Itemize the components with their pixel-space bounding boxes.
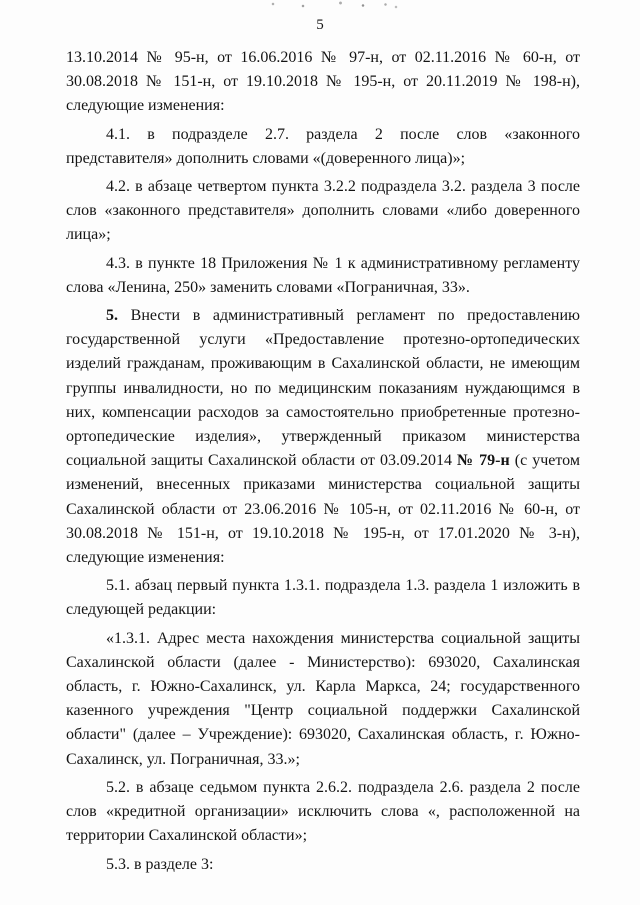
paragraph-quote-1-3-1: «1.3.1. Адрес места нахождения министерства социальной защиты Сахалинской области (далее - Министерство): 693020, Сахалинская область, г. Южно-Сахалинск, ул. Карла Маркса, 24; государственного казенного учреждения "Центр социальной поддержки Сахалинской области" (далее – Учреждение): 693020, Сахалинская область, г. Южно-Сахалинск, ул. Пограничная, 33.»; — [66, 629, 580, 768]
paragraph-continuation: 13.10.2014 № 95-н, от 16.06.2016 № 97-н, от 02.11.2016 № 60-н, от 30.08.2018 № 151-н, от 19.10.2018 № 195-н, от 20.11.2019 № 198-н), следующие изменения: — [66, 49, 580, 115]
paragraph-item-4-1: 4.1. в подразделе 2.7. раздела 2 после слов «законного представителя» дополнить словами «(доверенного лица)»; — [66, 125, 580, 167]
paragraph-item-5-1: 5.1. абзац первый пункта 1.3.1. подраздела 1.3. раздела 1 изложить в следующей редакции: — [66, 577, 580, 619]
paragraph-item-5-3: 5.3. в разделе 3: — [106, 855, 214, 873]
paragraph-item-5 — [66, 304, 580, 570]
page-number: 5 — [316, 17, 324, 33]
item-5-text-after: (с учетом изменений, внесенных приказами министерства социальной защиты Сахалинской области от 23.06.2016 № 105-н, от 02.11.2016 № 60-н, от 30.08.2018 № 151-н, от 19.10.2018 № 195-н, от 17.01.2020 № 3-н), следующие изменения: — [66, 452, 580, 567]
item-5-text-before: Внести в административный регламент по предоставлению государственной услуги «Предоставление протезно-ортопедических изделий гражданам, проживающим в Сахалинской области, не имеющим группы инвалидности, но по медицинским показаниям нуждающимся в них, компенсации расходов за самостоятельно приобретенные протезно-ортопедические изделия», утвержденный приказом министерства социальной защиты Сахалинской области от 03.09.2014 — [66, 307, 581, 470]
document-body — [66, 46, 580, 881]
paragraph-item-4-2: 4.2. в абзаце четвертом пункта 3.2.2 подраздела 3.2. раздела 3 после слов «законного представителя» дополнить словами «либо доверенного лица»; — [66, 178, 580, 244]
order-number: № 79-н — [457, 452, 510, 470]
scan-artifact — [258, 0, 408, 10]
item-number: 5. — [106, 307, 118, 325]
paragraph-item-5-2: 5.2. в абзаце седьмом пункта 2.6.2. подраздела 2.6. раздела 2 после слов «кредитной организации» исключить слова «, расположенной на территории Сахалинской области»; — [66, 778, 580, 845]
paragraph-item-4-3: 4.3. в пункте 18 Приложения № 1 к административному регламенту слова «Ленина, 250» заменить словами «Пограничная, 33». — [66, 254, 580, 296]
